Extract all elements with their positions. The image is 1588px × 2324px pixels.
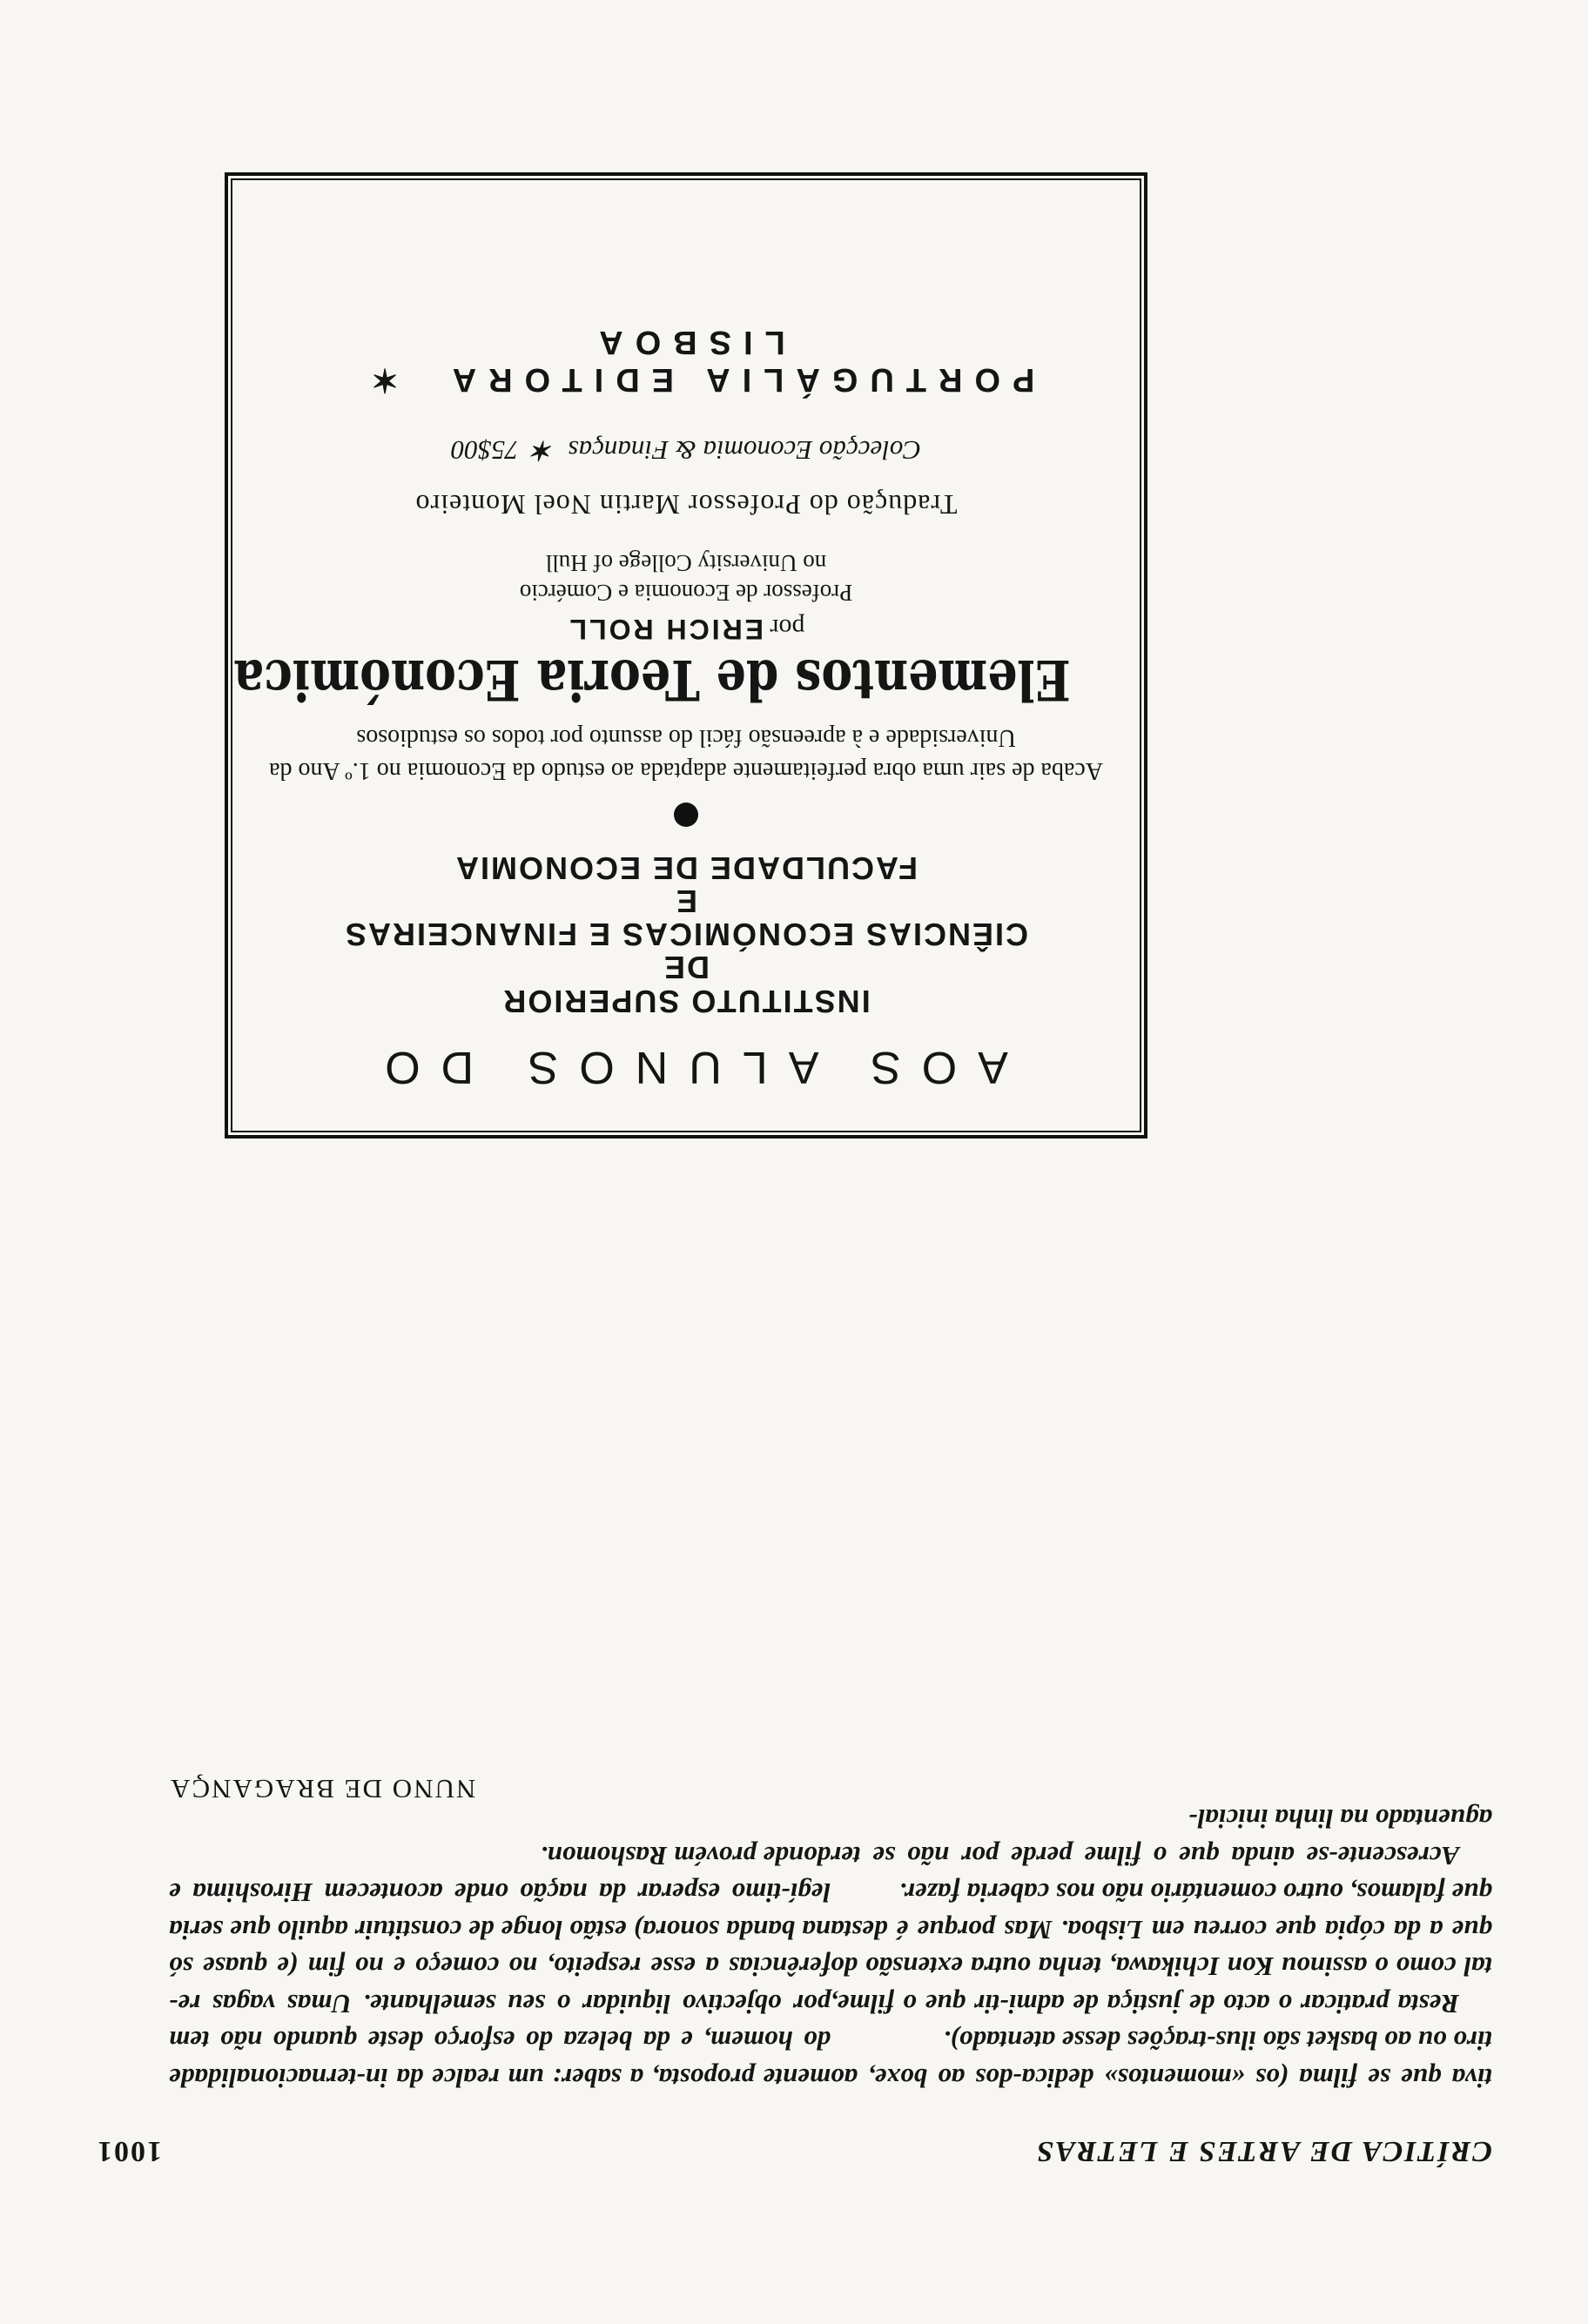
bullet-separator bbox=[228, 797, 1144, 832]
book-advertisement bbox=[225, 172, 1147, 1138]
ad-de: DE bbox=[663, 950, 710, 985]
article-paragraph: mente proposta, a saber: um realce da in-ternacionalidade do homem, e da beleza do esforço deste quando não tem por objectivo liquidar o seu semelhante. Umas vagas re-ferências a esse respeito, no começo e no fim (e quase só na banda sonora) estão longe de constituir aquilo que seria legí-timo esperar da nação onde acontecem Hiroshima e donde provém Rashomon. bbox=[169, 1841, 831, 2093]
author-por: por bbox=[770, 614, 805, 642]
publisher-name: PORTUGÁLIA EDITORA bbox=[441, 361, 1035, 398]
star-icon: ✶ bbox=[532, 435, 555, 466]
bullet-icon bbox=[674, 803, 698, 827]
collection-name: Colecção Economia & Finanças bbox=[568, 435, 921, 466]
article-paragraph: tiva que se filma (os «momentos» dedica-dos ao boxe, ao tiro ou ao basket são ilus-trações desse atentado). bbox=[831, 2025, 1492, 2093]
page-number: 1001 bbox=[96, 2135, 162, 2167]
ad-e: E bbox=[675, 883, 698, 919]
article-paragraph: Resta praticar o acto de justiça de admi-tir que o filme, tal como o assinou Kon Ichikawa, tenha outra extensão do que a da cópia que correu em Lisboa. Mas porque é desta que falamos, outro comentário não nos caberia fazer. bbox=[831, 1877, 1492, 2019]
publisher-line bbox=[228, 323, 1144, 400]
article-paragraph: Acrescente-se ainda que o filme perde por não se ter aguentado na linha inicial- bbox=[831, 1803, 1492, 1871]
ad-intro: Acaba de sair uma obra perfeitamente adaptada ao estudo da Economia no 1.º Ano da Universidade e à apreensão fácil do assunto por todos os estudiosos bbox=[269, 724, 1103, 784]
ad-faculdade: FACULDADE DE ECONOMIA bbox=[454, 850, 918, 886]
running-head-title: CRÍTICA DE ARTES E LETRAS bbox=[1035, 2135, 1492, 2167]
star-icon: ✶ bbox=[359, 361, 400, 398]
author-role-1: Professor de Economia e Comércio bbox=[519, 580, 853, 606]
author-role-2: no University College of Hull bbox=[545, 550, 827, 576]
author-signature: NUNO DE BRAGANÇA bbox=[169, 1774, 476, 1805]
publisher-city: LISBOA bbox=[587, 324, 785, 360]
author-name: ERICH ROLL bbox=[567, 614, 764, 645]
collection-line bbox=[228, 434, 1144, 466]
ad-ciencias: CIÊNCIAS ECONÓMICAS E FINANCEIRAS bbox=[343, 917, 1029, 952]
translation-credit: Tradução do Professor Martin Noel Monteiro bbox=[414, 489, 958, 521]
ad-author-line bbox=[228, 613, 1144, 645]
ad-audience: AOS ALUNOS DO bbox=[364, 1042, 1008, 1092]
article-column-right bbox=[169, 1770, 831, 2096]
article-column-left bbox=[831, 1800, 1492, 2096]
book-price: 75$00 bbox=[451, 435, 519, 466]
ad-institute: INSTITUTO SUPERIOR bbox=[501, 984, 871, 1019]
book-title: Elementos de Teoria Económica bbox=[233, 647, 1071, 712]
